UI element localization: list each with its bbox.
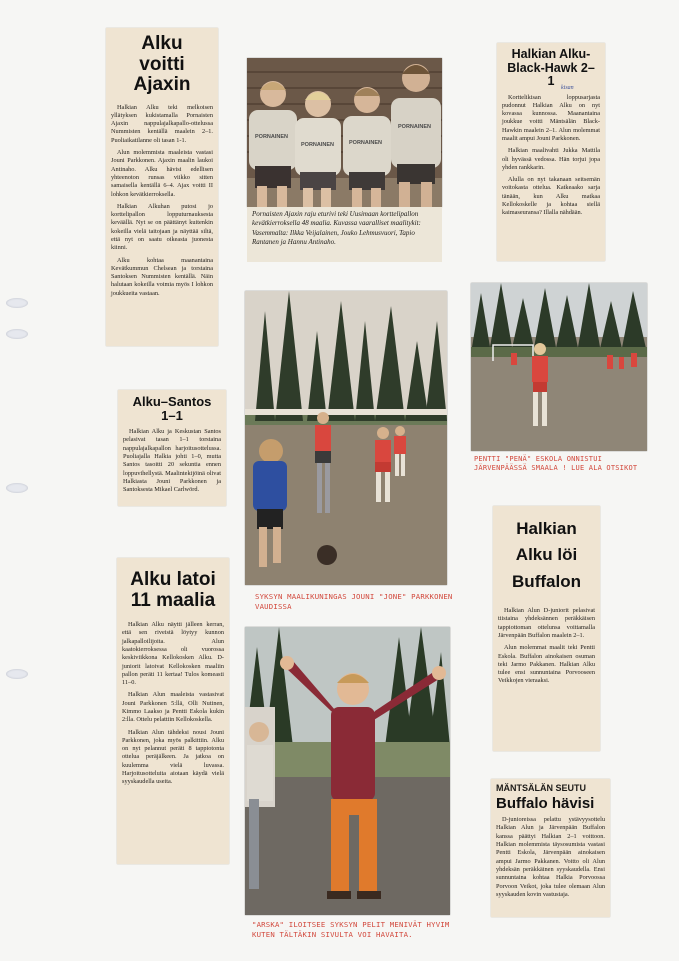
clipping-paragraph: Alun molemmista maaleista vastasi Jouni Parkkonen. Ajaxin maalin laukoi Antinaho. Alku hävisi edellisen yhteenoton runsas viikko sitten samaisella kentällä 6–4. Ajax voitti II lohkon kevätkierroksella. [111,149,213,198]
clipping-paragraph: Halkian Alun tähdeksi nousi Jouni Parkkonen, joka myös palkittiin. Alku on nyt pelannut peräti 8 tappiotonta ottelua peräjälkeen. Ja jatkoa on kuulemma vielä luvassa. Harjoitusotteluita aiotaan käydä vielä syyskaudella useita. [122,728,224,786]
clipping-paragraph: Alulla on nyt takanaan seitsemän voitokasta ottelua. Katkeaako sarja tänään, kun Alku matkaa Kellokoskelle ja kohtaa siellä kaimaseuransa? Illalla nähdään. [502,176,600,217]
clipping-alku-voitti-ajaxin [106,28,218,346]
clipping-paragraph: Halkian Alku teki melkoisen yllätyksen kukistamalla Pornaisten Ajaxin nappulajalkapallo-ottelussa Nummisten kentällä maalein 2–1. Puoliaikatilanne oli tasan 1-1. [111,103,213,144]
clipping-buffalo-havisi [491,779,610,917]
clipping-paragraph: Alun molemmat maalit teki Pentti Eskola. Buffalon ainokaisen osuman teki Jarmo Pakkanen. Halkian Alku tulee ensi sunnuntaina Porvooseen Veikkojen vieraaksi. [498,644,595,685]
clipping-headline: Halkian Alku löi Buffalon [512,519,581,591]
margin-note: kisan [561,85,574,91]
clipping-paragraph: Halkian Alun D-juniorit pelasivat tiistaina yhdeksännen peräkkäisen tappiottoman ottelunsa voittamalla Järvenpään Buffalon maalein 2–1. [498,607,595,639]
binder-hole-1 [6,298,28,308]
clipping-headline: Halkian Alku- Black-Hawk 2–1 [507,47,595,88]
team-photo-caption [247,207,442,262]
arska-celebrating-photo [245,627,450,915]
clipping-headline: Alku–Santos 1–1 [132,394,212,424]
binder-hole-3 [6,483,28,493]
binder-hole-4 [6,669,28,679]
clipping-alku-santos [118,390,226,506]
clipping-headline: Alku latoi 11 maalia [130,569,216,611]
clipping-halkian-alku-loi-buffalon [493,506,600,751]
clipping-paragraph: Halkian Alku ja Keskustan Santos pelasivat tasan 1–1 torstaina nappulajalkapallon harjoitusottelussa. Puoliajalla Halkia johti 1–0, mutta Santos tasoitti 20 sekuntia ennen loppuvihellystä. Maalintekijöinä olivat Halkiasta Jouni Parkkonen ja Santoksesta Mikael Carlwörd. [123,428,221,494]
clipping-paragraph: Korttelikisan loppusarjasta pudonnut Halkian Alku on nyt kovassa kunnossa. Maanantaina joukkue voitti Mäntsälän Black-Hawkin maalein 2–1. Alun molemmat maalit ampui Jouni Parkkonen. [502,93,600,142]
clipping-black-hawk [497,43,605,261]
clipping-paragraph: Halkian maalivahti Jukka Mattila oli hyvässä vedossa. Hän torjui jopa yhden rankkarin. [502,147,600,171]
section-label: MÄNTSÄLÄN SEUTU [496,783,586,793]
caption-text: Pornaisten Ajaxin raju eturivi teki Uusimaan korttelipallon kevätkierroksella 48 maalia. Kuvassa vaaralliset maalitykit: Vasemmalta: Ilkka Veijalainen, Jouko Lehmusvuori, Tapio Rantanen ja Hannu Antinaho. [252,210,421,246]
binder-hole-2 [6,329,28,339]
clipping-paragraph: Alku kohtaa maanantaina Kevätkummun Chelsean ja torstaina Santoksen Nummisten kentällä. Näin halutaan kokeilla voimia myös I lohkon joukkueita vastaan. [111,256,213,297]
svg-text:PORNAINEN: PORNAINEN [398,124,432,130]
team-photo [247,58,442,207]
svg-text:PORNAINEN: PORNAINEN [301,142,335,148]
football-field-photo [245,291,447,585]
clipping-alku-latoi [117,558,229,864]
clipping-paragraph: D-junioreissa pelattu ystävyysottelu Halkian Alun ja Järvenpään Buffalon kanssa päättyi Halkian 2–1 voittoon. Halkian molemmista täysosumista vastasi Pentti Eskola, Järvenpään ainokaisen ampui Jarmo Pakkanen. Voitto oli Alun yhdeksän peräkkäinen syyskaudella. Ensi sunnuntaina kohtaa Halkia Porvoossa Porvoon Veikot, joka tulee olemaan Alun syyskauden kovin vastustaja. [496,816,605,898]
clipping-headline: Alku voitti Ajaxin [133,33,191,96]
handwritten-note-field: SYKSYN MAALIKUNINGAS JOUNI "JONE" PARKKONEN VAUDISSA [255,592,453,611]
svg-text:PORNAINEN: PORNAINEN [349,140,383,146]
clipping-paragraph: Halkian Alku näytti jälleen kerran, että sen riveistä löytyy kunnon jalkapalloilijoita. Alun kaatokierroksessa oli vuorossa keskiviikkona Kellokosken Alku. D-juniorit latoivat Kellokosken maaliin pallon peräti 11 kertaa! Tulos komeasti 11–0. [122,621,224,687]
handwritten-note-bottom: "ARSKA" ILOITSEE SYKSYN PELIT MENIVÄT HYVIM KUTEN TÄLTÄKIN SIVULTA VOI HAVAITA. [252,920,450,939]
clipping-paragraph: Halkian Alkuhan putosi jo korttelipallon lopputurnauksesta keväällä. Nyt se on päättänyt kuitenkin kokeilla vielä taitojaan ja näyttää siltä, että nyt on saatu oikeasta juonesta kiinni. [111,202,213,252]
football [317,545,337,565]
clipping-headline: Buffalo hävisi [496,795,595,812]
svg-text:PORNAINEN: PORNAINEN [255,134,289,140]
handwritten-note-right: PENTTI "PENÄ" ESKOLA ONNISTUI JÄRVENPÄÄSSÄ SMAALA ! LUE ALA OTSIKOT [474,455,638,473]
pentti-eskola-photo [471,283,647,451]
clipping-paragraph: Halkian Alun maaleista vastasivat Jouni Parkkonen 5:llä, Olli Nutinen, Kimmo Laakso ja Pentti Eskola kukin 2:lla. Ottelu pelattiin Kellokoskella. [122,691,224,724]
